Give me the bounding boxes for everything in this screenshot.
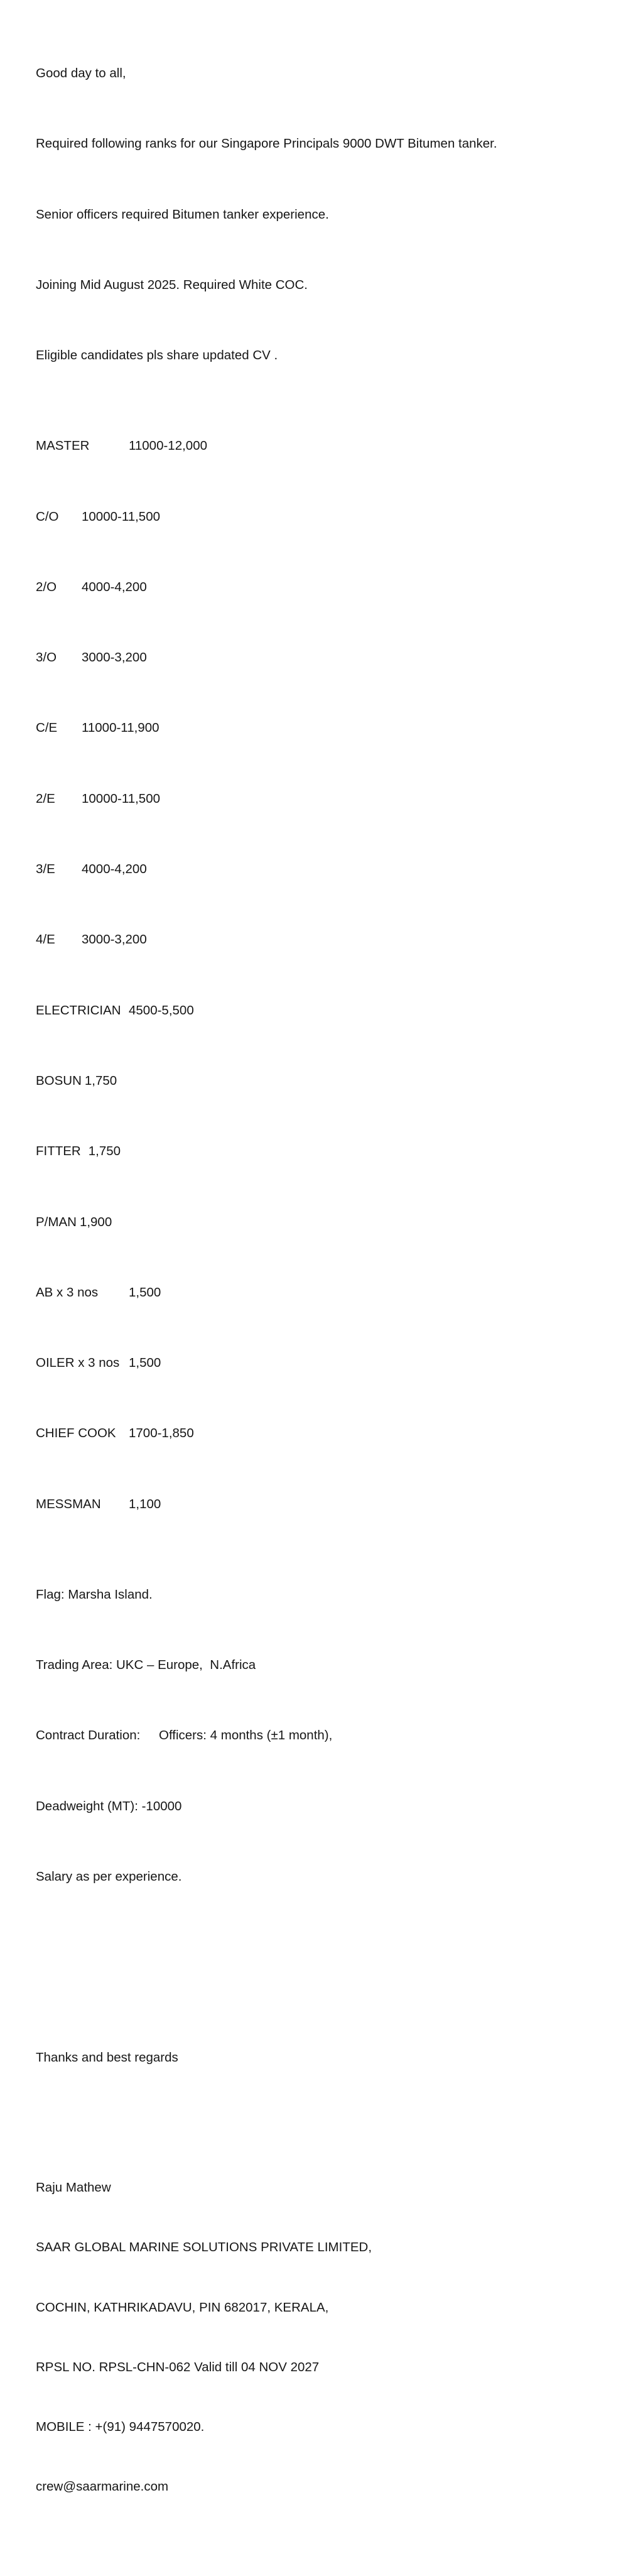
greeting-line: Good day to all, (36, 66, 126, 81)
rank-row (36, 1423, 602, 1443)
rank-row (36, 1283, 602, 1303)
salary-value: 1,500 (129, 1356, 161, 1371)
rank-label: MASTER (36, 438, 90, 454)
flag-line: Flag: Marsha Island. (36, 1587, 153, 1602)
rank-row (36, 507, 602, 527)
rank-label: MESSMAN (36, 1496, 101, 1511)
rank-label: C/O (36, 509, 59, 524)
salary-note-line: Salary as per experience. (36, 1869, 182, 1884)
rank-label: ELECTRICIAN (36, 1003, 121, 1018)
rank-label: 2/E (36, 791, 55, 806)
salary-value: 1700-1,850 (129, 1426, 194, 1441)
salary-value: 3000-3,200 (82, 650, 147, 665)
rank-label: C/E (36, 720, 58, 736)
rank-label: 3/E (36, 862, 55, 877)
rank-row (36, 789, 602, 809)
rank-label: P/MAN (36, 1214, 77, 1229)
rank-row (36, 1212, 602, 1232)
salary-value: 10000-11,500 (82, 791, 161, 806)
contract-duration-label: Contract Duration: (36, 1728, 141, 1743)
rpsl-number: RPSL NO. RPSL-CHN-062 Valid till 04 NOV 2027 (36, 2359, 320, 2374)
intro-line-experience: Senior officers required Bitumen tanker experience. (36, 207, 329, 222)
signature-block (36, 2138, 602, 2536)
salary-value: 11000-12,000 (129, 438, 208, 454)
rank-row (36, 436, 602, 456)
rank-row (36, 1141, 602, 1161)
salary-value: 1,100 (129, 1496, 161, 1511)
blank-paragraph-spacer (36, 1957, 602, 1988)
rank-label: CHIEF COOK (36, 1426, 116, 1441)
salary-value: 11000-11,900 (82, 720, 159, 736)
salary-value: 4000-4,200 (82, 862, 147, 877)
rank-label: 2/O (36, 579, 57, 594)
rank-label: 3/O (36, 650, 57, 665)
rank-row (36, 718, 602, 738)
salary-value: 4500-5,500 (129, 1003, 194, 1018)
salary-value: 1,500 (129, 1285, 161, 1300)
rank-row (36, 648, 602, 668)
intro-line-cv: Eligible candidates pls share updated CV . (36, 348, 278, 363)
intro-line-ranks: Required following ranks for our Singapore Principals 9000 DWT Bitumen tanker. (36, 136, 497, 151)
rank-label: 4/E (36, 932, 55, 947)
trading-area-line: Trading Area: UKC – Europe, N.Africa (36, 1658, 256, 1673)
salary-value: 4000-4,200 (82, 579, 147, 594)
email-address: crew@saarmarine.com (36, 2479, 169, 2494)
company-address: COCHIN, KATHRIKADAVU, PIN 682017, KERALA, (36, 2300, 329, 2315)
rank-row (36, 859, 602, 879)
deadweight-line: Deadweight (MT): -10000 (36, 1798, 182, 1813)
mobile-number: MOBILE : +(91) 9447570020. (36, 2419, 205, 2434)
rank-row (36, 577, 602, 597)
rank-label: BOSUN (36, 1073, 82, 1088)
rank-row (36, 1494, 602, 1514)
sender-name: Raju Mathew (36, 2180, 111, 2195)
rank-row (36, 1001, 602, 1021)
intro-line-joining: Joining Mid August 2025. Required White COC. (36, 278, 308, 292)
closing-line: Thanks and best regards (36, 2050, 178, 2065)
rank-label: OILER x 3 nos (36, 1356, 120, 1371)
salary-value: 1,750 (88, 1144, 121, 1159)
salary-value: 1,900 (79, 1214, 112, 1229)
rank-label: AB x 3 nos (36, 1285, 99, 1300)
contract-duration-value: Officers: 4 months (±1 month), (159, 1728, 333, 1743)
rank-label: FITTER (36, 1144, 81, 1159)
rank-row (36, 1353, 602, 1373)
contract-duration-line (36, 1725, 602, 1746)
rank-row (36, 1071, 602, 1091)
salary-value: 1,750 (84, 1073, 117, 1088)
rank-row (36, 930, 602, 950)
salary-value: 3000-3,200 (82, 932, 147, 947)
company-name: SAAR GLOBAL MARINE SOLUTIONS PRIVATE LIMITED, (36, 2240, 372, 2255)
salary-value: 10000-11,500 (82, 509, 161, 524)
